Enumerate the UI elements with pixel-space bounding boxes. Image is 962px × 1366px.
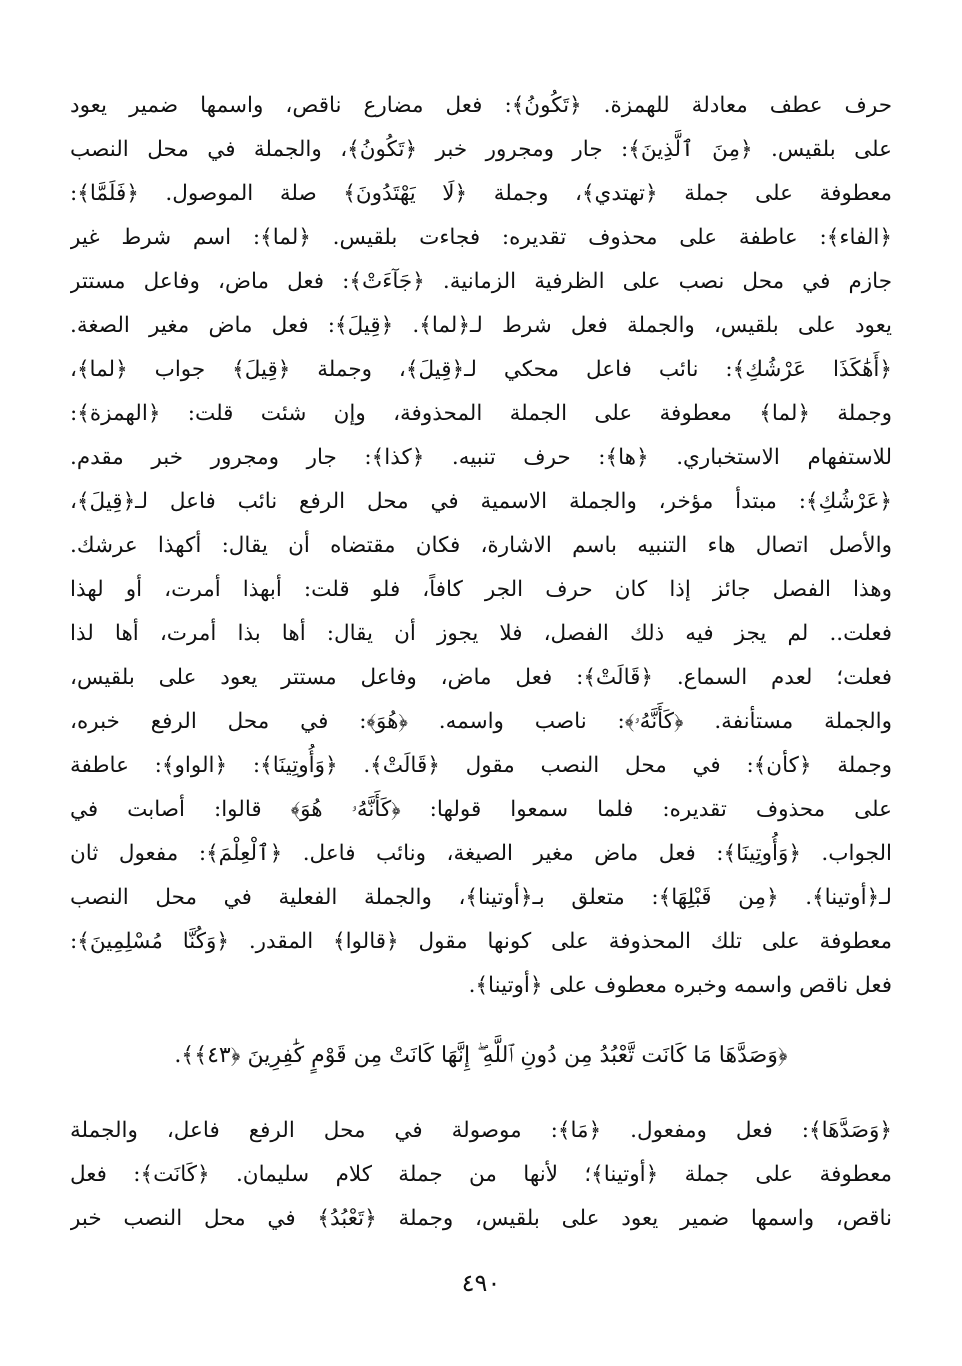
text-line: فعلت؛ لعدم السماع. ﴿قَالَتْ﴾: فعل ماض، وفاعل مستتر يعود على بلقيس،	[70, 665, 892, 690]
text-line: معطوفة على جملة ﴿تهتدي﴾، وجملة ﴿لَا يَهْتَدُونَ﴾ صلة الموصول. ﴿فَلَمَّا﴾:	[70, 181, 892, 206]
text-line: فعل ناقص واسمه وخبره معطوف على ﴿أوتينا﴾.	[468, 973, 892, 998]
text-line: ناقص، واسمها ضمير يعود على بلقيس، وجملة ﴿تَعْبُدُ﴾ في محل النصب خبر	[70, 1206, 892, 1231]
text-line: والأصل اتصال هاء التنبيه باسم الاشارة، فكان مقتضاه أن يقال: أكهذا عرشك.	[70, 533, 892, 558]
text-line: لـ﴿أوتينا﴾. ﴿مِن قَبْلِهَا﴾: متعلق بـ﴿أوتينا﴾، والجملة الفعلية في محل النصب	[70, 885, 892, 910]
text-line: ﴿الفاء﴾: عاطفة على محذوف تقديره: فجاءت بلقيس. ﴿لما﴾: اسم شرط غير	[70, 225, 892, 250]
text-line: ﴿وَصَدَّهَا﴾: فعل ومفعول. ﴿مَا﴾: موصولة في محل الرفع فاعل، والجملة	[70, 1118, 892, 1143]
paragraph-grammar-analysis-2	[70, 1109, 892, 1241]
text-line: ﴿عَرْشُكِ﴾: مبتدأ مؤخر، والجملة الاسمية في محل الرفع نائب فاعل لـ﴿قِيلَ﴾،	[70, 489, 892, 514]
text-line: والجملة مستأنفة. ﴿كَأَنَّهُۥ﴾: ناصب واسمه. ﴿هُوَ﴾: في محل الرفع خبره،	[70, 709, 892, 734]
text-line: على بلقيس. ﴿مِنَ ٱلَّذِينَ﴾: جار ومجرور خبر ﴿تَكُونُ﴾، والجملة في محل النصب	[70, 137, 892, 162]
text-line: للاستفهام الاستخباري. ﴿ها﴾: حرف تنبيه. ﴿كذا﴾: جار ومجرور خبر مقدم.	[70, 445, 892, 470]
text-line: وجملة ﴿كأن﴾: في محل النصب مقول ﴿قَالَتْ﴾. ﴿وَأُوتِينَا﴾: ﴿الواو﴾: عاطفة	[70, 753, 892, 778]
page-number: ٤٩٠	[461, 1269, 501, 1297]
text-line: على محذوف تقديره: فلما سمعوا قولها: ﴿كَأَنَّهُۥ هُوَ﴾ قالوا: أصابت في	[70, 797, 892, 822]
text-line: حرف عطف معادلة للهمزة. ﴿تَكُونُ﴾: فعل مضارع ناقص، واسمها ضمير يعود	[70, 93, 892, 118]
paragraph-grammar-analysis-1	[70, 84, 892, 1008]
text-line: الجواب. ﴿وَأُوتِينَا﴾: فعل ماض مغير الصيغة، ونائب فاعل. ﴿ٱلْعِلْمَ﴾: مفعول ثان	[70, 841, 892, 866]
text-line: جازم في محل نصب على الظرفية الزمانية. ﴿جَآءَتْ﴾: فعل ماض، وفاعل مستتر	[70, 269, 892, 294]
text-line: يعود على بلقيس، والجملة فعل شرط لـ﴿لما﴾. ﴿قِيلَ﴾: فعل ماض مغير الصغة.	[70, 313, 892, 338]
text-line: وجملة ﴿لما﴾ معطوفة على الجملة المحذوفة، وإن شئت قلت: ﴿الهمزة﴾:	[70, 401, 892, 426]
text-line: فعلت.. لم يجز فيه ذلك الفصل، فلا يجوز أن يقال: أها بذا أمرت، أها لذا	[70, 621, 892, 646]
text-line: وهذا الفصل جائز إذا كان حرف الجر كافاً، فلو قلت: أبهذا أمرت، أو لهذا	[70, 577, 892, 602]
text-line: معطوفة على جملة ﴿أوتينا﴾؛ لأنها من جملة كلام سليمان. ﴿كَانَت﴾: فعل	[70, 1162, 892, 1187]
text-line: معطوفة على تلك المحذوفة على كونها مقول ﴿قالوا﴾ المقدر. ﴿وَكُنَّا مُسْلِمِينَ﴾:	[70, 929, 892, 954]
quran-verse: ﴿وَصَدَّهَا مَا كَانَت تَّعْبُدُ مِن دُونِ ٱللَّهِ ۖ إِنَّهَا كَانَتْ مِن قَوْمٍ كَٰفِرِينَ ﴿٤٣﴾﴾.	[174, 1043, 788, 1068]
text-line: ﴿أَهَٰكَذَا عَرْشُكِ﴾: نائب فاعل محكي لـ﴿قِيلَ﴾، وجملة ﴿قِيلَ﴾ جواب ﴿لما﴾،	[70, 357, 892, 382]
